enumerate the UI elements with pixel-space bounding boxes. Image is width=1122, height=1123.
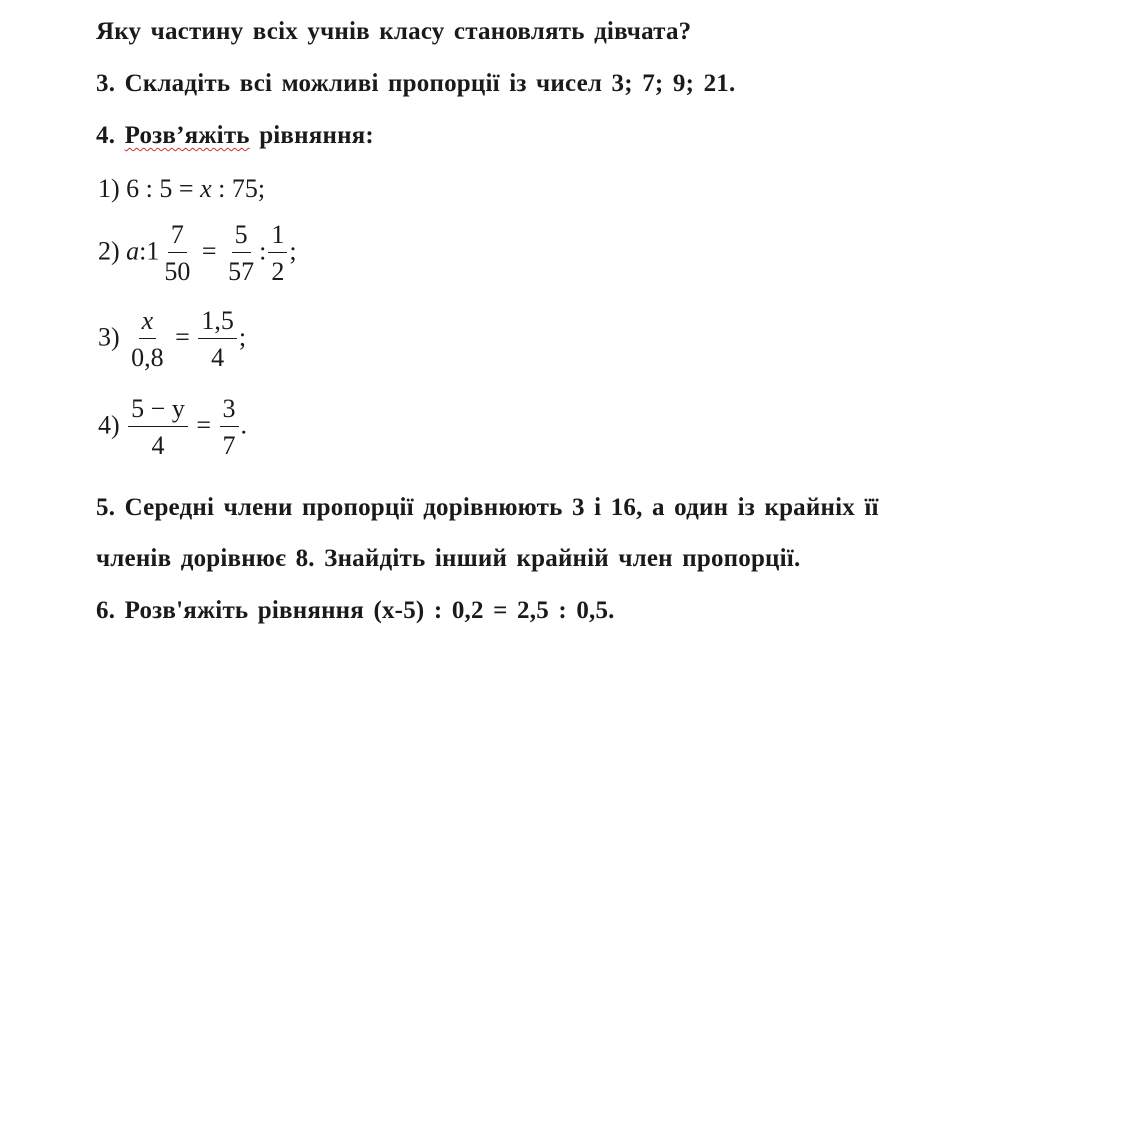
fraction-denominator: 4 <box>211 343 225 372</box>
equation-4-end: . <box>240 410 248 440</box>
equation-1-left: 6 : 5 = <box>126 174 194 203</box>
fraction-numerator: 7 <box>168 222 187 253</box>
fraction-denominator: 2 <box>271 257 285 286</box>
task-4-heading <box>96 122 374 150</box>
equation-2-variable: a <box>126 236 140 266</box>
equation-2-colon-2: : <box>259 236 267 266</box>
equation-1-variable: x <box>200 174 212 203</box>
equation-2-fraction-2 <box>225 222 257 285</box>
fraction-denominator: 50 <box>164 257 191 286</box>
equation-2-end: ; <box>289 236 297 266</box>
fraction-denominator: 57 <box>228 257 255 286</box>
fraction-denominator: 7 <box>222 431 236 460</box>
equation-3-fraction-1 <box>128 308 167 371</box>
intro-question: Яку частину всіх учнів класу становлять дівчата? <box>96 18 692 45</box>
equation-2-fraction-3 <box>268 222 287 285</box>
equation-1-right: : 75; <box>218 174 266 203</box>
task-5-line-1: 5. Середні члени пропорції дорівнюють 3 і 16, а один із крайніх її <box>96 494 879 521</box>
equation-4-fraction-2 <box>220 396 239 459</box>
task-6: 6. Розв'яжіть рівняння (х-5) : 0,2 = 2,5 : 0,5. <box>96 597 615 624</box>
fraction-denominator: 4 <box>151 431 165 460</box>
equation-3-equals: = <box>175 322 190 352</box>
equation-3-label: 3) <box>98 322 120 352</box>
task-5-line-2: членів дорівнює 8. Знайдіть інший крайній член пропорції. <box>96 545 801 572</box>
fraction-denominator: 0,8 <box>131 343 164 372</box>
equation-2-fraction-1 <box>161 222 193 285</box>
equation-4-fraction-1 <box>128 396 188 459</box>
fraction-numerator: 3 <box>220 396 239 427</box>
equation-3-fraction-2 <box>198 308 237 371</box>
fraction-numerator: 1,5 <box>198 308 237 339</box>
task-3: 3. Складіть всі можливі пропорції із чисел 3; 7; 9; 21. <box>96 70 736 97</box>
equation-2 <box>98 222 297 285</box>
equation-3 <box>98 308 246 371</box>
task-4-number: 4. <box>96 122 116 149</box>
equation-2-whole: 1 <box>146 236 160 266</box>
fraction-numerator: 1 <box>268 222 287 253</box>
fraction-numerator: 5 − y <box>128 396 188 427</box>
equation-2-label: 2) <box>98 236 120 266</box>
equation-2-equals: = <box>201 236 217 266</box>
equation-4 <box>98 396 247 459</box>
equation-4-label: 4) <box>98 410 120 440</box>
fraction-numerator: 5 <box>232 222 251 253</box>
equation-1 <box>98 174 265 204</box>
task-4-word-equations: рівняння: <box>259 122 374 149</box>
equation-3-end: ; <box>238 322 247 352</box>
equation-2-colon: : <box>139 236 147 266</box>
equation-4-equals: = <box>196 410 212 440</box>
task-4-word-solve: Розв’яжіть <box>124 122 250 149</box>
equation-1-label: 1) <box>98 174 120 203</box>
fraction-numerator: x <box>139 308 157 339</box>
